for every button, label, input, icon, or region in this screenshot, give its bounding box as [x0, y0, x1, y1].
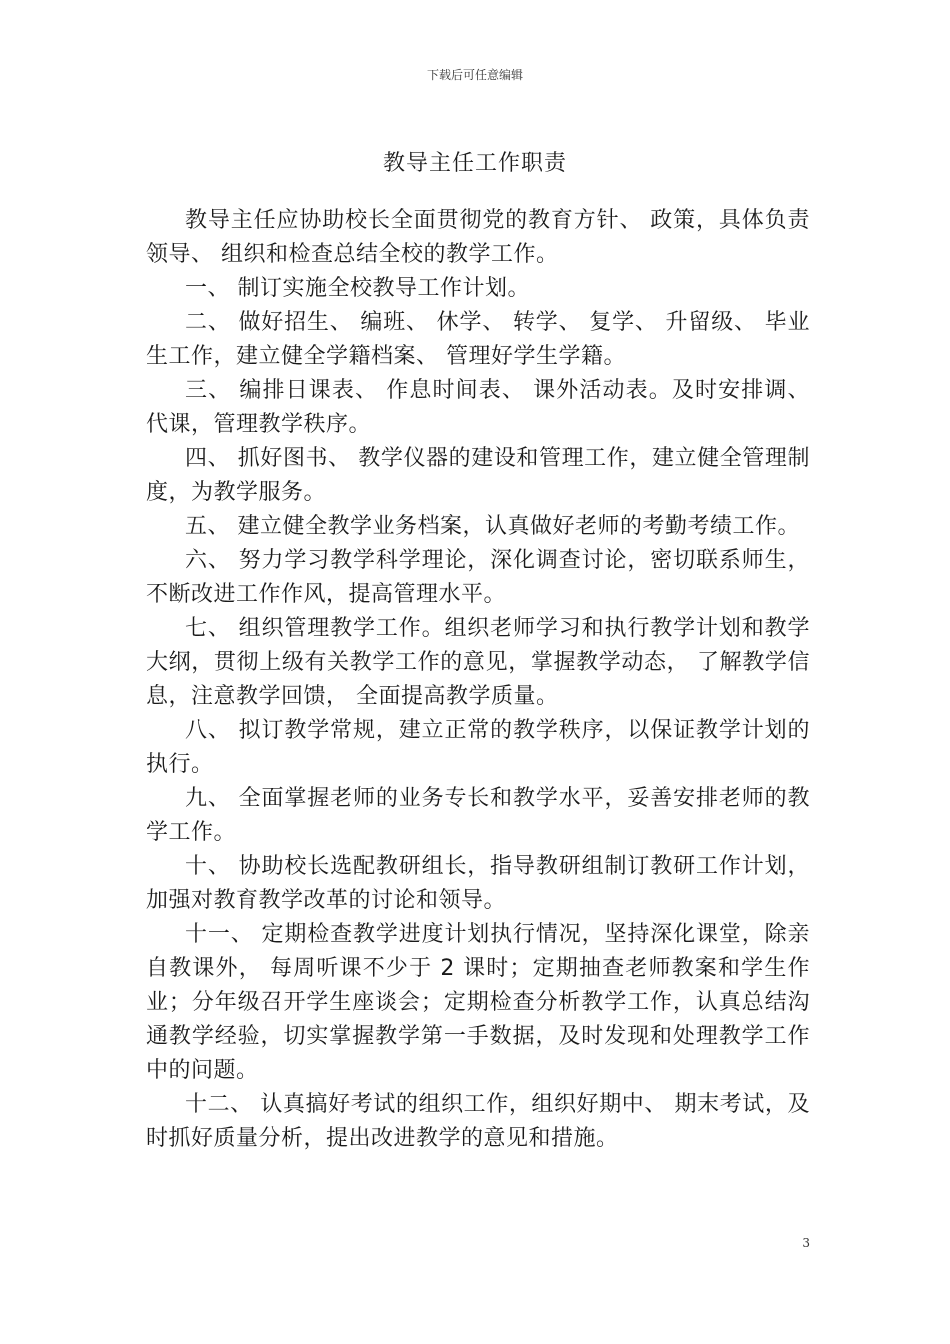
- paragraph-item-12: 十二、 认真搞好考试的组织工作，组织好期中、 期末考试，及时抓好质量分析，提出改进教学的意见和措施。: [146, 1092, 810, 1151]
- paragraph-item-7: 七、 组织管理教学工作。组织老师学习和执行教学计划和教学大纲，贯彻上级有关教学工作的意见，掌握教学动态， 了解教学信息，注意教学回馈， 全面提高教学质量。: [146, 616, 810, 709]
- page-number: 3: [802, 1236, 810, 1250]
- paragraph-item-3: 三、 编排日课表、 作息时间表、 课外活动表。及时安排调、 代课，管理教学秩序。: [146, 378, 810, 437]
- paragraph-item-2: 二、 做好招生、 编班、 休学、 转学、 复学、 升留级、 毕业生工作，建立健全学籍档案、 管理好学生学籍。: [146, 310, 810, 369]
- paragraph-item-10: 十、 协助校长选配教研组长，指导教研组制订教研工作计划， 加强对教育教学改革的讨论和领导。: [146, 854, 810, 913]
- paragraph-item-4: 四、 抓好图书、 教学仪器的建设和管理工作，建立健全管理制度，为教学服务。: [146, 446, 810, 505]
- paragraph-item-6: 六、 努力学习教学科学理论，深化调查讨论，密切联系师生， 不断改进工作作风，提高管理水平。: [146, 548, 810, 607]
- document-title: 教导主任工作职责: [382, 151, 567, 176]
- header-note: 下载后可任意编辑: [426, 68, 523, 82]
- paragraph-item-8: 八、 拟订教学常规，建立正常的教学秩序，以保证教学计划的执行。: [146, 718, 810, 777]
- paragraph-intro: 教导主任应协助校长全面贯彻党的教育方针、 政策，具体负责领导、 组织和检查总结全校的教学工作。: [146, 208, 810, 267]
- paragraph-item-5: 五、 建立健全教学业务档案，认真做好老师的考勤考绩工作。: [185, 514, 800, 539]
- paragraph-item-11: 十一、 定期检查教学进度计划执行情况，坚持深化课堂，除亲自教课外， 每周听课不少于 2 课时；定期抽查老师教案和学生作业；分年级召开学生座谈会；定期检查分析教学工作，认真总结沟通教学经验，切实掌握教学第一手数据，及时发现和处理教学工作中的问题。: [146, 922, 810, 1083]
- paragraph-item-9: 九、 全面掌握老师的业务专长和教学水平，妥善安排老师的教学工作。: [146, 786, 810, 845]
- paragraph-item-1: 一、 制订实施全校教导工作计划。: [185, 276, 530, 301]
- document-body: [146, 204, 810, 1156]
